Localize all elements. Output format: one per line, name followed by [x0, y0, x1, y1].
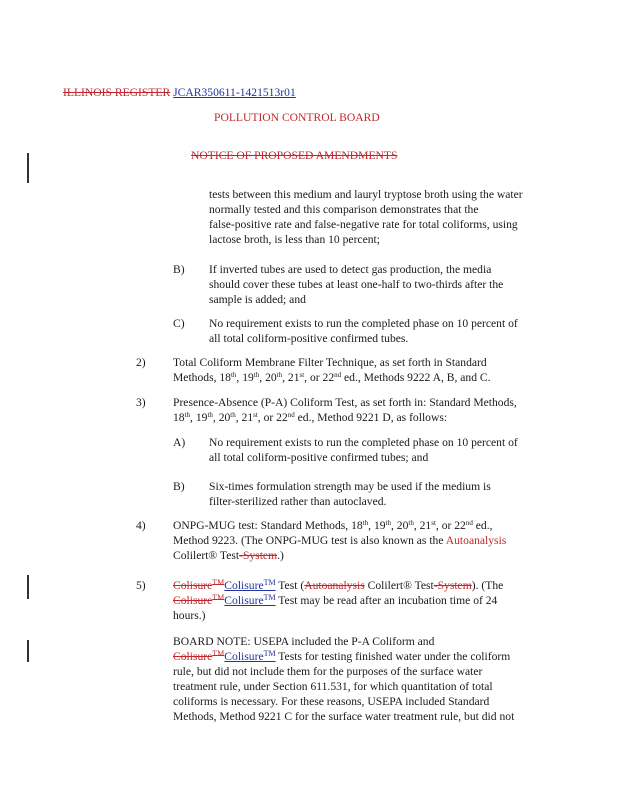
inserted-text: Colisure™ [224, 593, 276, 607]
item-line: Presence-Absence (P-A) Coliform Test, as set forth in: Standard Methods, [173, 396, 517, 409]
change-bar [27, 575, 29, 599]
board-note-line: coliforms is necessary. For these reasons, USEPA included Standard [173, 695, 490, 708]
board-note-line: rule, but did not include them for the purposes of the surface water [173, 665, 483, 678]
item-label: B) [173, 263, 185, 276]
item-line: If inverted tubes are used to detect gas production, the media [209, 263, 492, 276]
board-title: POLLUTION CONTROL BOARD [214, 111, 380, 124]
inserted-text: Colisure™ [224, 649, 276, 663]
cont-line: lactose broth, is less than 10 percent; [209, 233, 380, 246]
item-line: Colisure™Colisure™ Test may be read after an incubation time of 24 [173, 593, 498, 607]
cont-line: tests between this medium and lauryl tryptose broth using the water [209, 188, 523, 201]
item-label: 3) [136, 396, 146, 409]
board-note-line: Colisure™Colisure™ Tests for testing finished water under the coliform [173, 649, 511, 663]
item-label: C) [173, 317, 185, 330]
register-struck: ILLINOIS REGISTER [63, 86, 171, 99]
deleted-text: Colisure™ [173, 649, 225, 663]
item-line: Colilert® Test-System.) [173, 549, 284, 562]
deleted-text: -System [433, 579, 472, 592]
inserted-text: Autoanalysis [445, 534, 507, 547]
register-header [63, 85, 296, 100]
item-line: Method 9223. (The ONPG-MUG test is also known as the Autoanalysis [173, 534, 507, 547]
deleted-text: -System [239, 549, 278, 562]
item-line: ONPG-MUG test: Standard Methods, 18th, 19th, 20th, 21st, or 22nd ed., [173, 519, 493, 532]
item-line: all total coliform-positive confirmed tubes. [209, 332, 409, 345]
item-line: No requirement exists to run the completed phase on 10 percent of [209, 436, 518, 449]
item-label: 5) [136, 579, 146, 592]
cont-line: false-positive rate and false-negative rate for total coliforms, using [209, 218, 518, 231]
item-line: should cover these tubes at least one-half to two-thirds after the [209, 278, 504, 291]
item-line: hours.) [173, 609, 206, 622]
item-line: Colisure™Colisure™ Test (Autoanalysis Colilert® Test-System). (The [173, 578, 504, 592]
board-note-line: BOARD NOTE: USEPA included the P-A Coliform and [173, 635, 435, 648]
board-note-line: Methods, Method 9221 C for the surface water treatment rule, but did not [173, 710, 515, 723]
deleted-text: Colisure™ [173, 593, 225, 607]
item-label: 4) [136, 519, 146, 532]
inserted-text: Colisure™ [224, 578, 276, 592]
cont-line: normally tested and this comparison demonstrates that the [209, 203, 479, 216]
item-line: 18th, 19th, 20th, 21st, or 22nd ed., Method 9221 D, as follows: [173, 411, 448, 424]
board-note-line: treatment rule, under Section 611.531, for which quantitation of total [173, 680, 493, 693]
item-line: No requirement exists to run the completed phase on 10 percent of [209, 317, 518, 330]
deleted-text: Colisure™ [173, 578, 225, 592]
register-id: JCAR350611-1421513r01 [173, 86, 296, 99]
item-label: 2) [136, 356, 146, 369]
item-line: sample is added; and [209, 293, 306, 306]
item-label: A) [173, 436, 186, 449]
item-label: B) [173, 480, 185, 493]
item-line: Total Coliform Membrane Filter Technique, as set forth in Standard [173, 356, 487, 369]
deleted-text: Autoanalysis [304, 579, 365, 592]
item-line: filter-sterilized rather than autoclaved. [209, 495, 387, 508]
item-line: all total coliform-positive confirmed tubes; and [209, 451, 429, 464]
notice-title: NOTICE OF PROPOSED AMENDMENTS [191, 149, 398, 162]
change-bar [27, 153, 29, 183]
item-line: Six-times formulation strength may be used if the medium is [209, 480, 491, 493]
item-line: Methods, 18th, 19th, 20th, 21st, or 22nd ed., Methods 9222 A, B, and C. [173, 371, 491, 384]
change-bar [27, 640, 29, 662]
